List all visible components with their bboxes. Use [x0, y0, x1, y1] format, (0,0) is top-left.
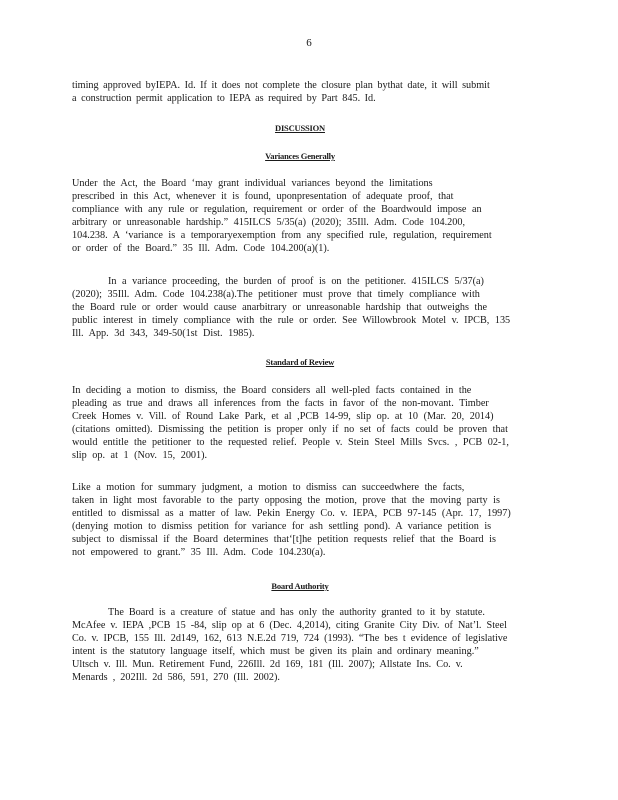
paragraph-line: slip op. at 1 (Nov. 15, 2001). — [72, 450, 208, 461]
paragraph-line: arbitrary or unreasonable hardship.” 415ILCS 5/35(a) (2020); 35Ill. Adm. Code 104.200, — [72, 217, 465, 228]
paragraph-line: Ill. App. 3d 343, 349-50(1st Dist. 1985). — [72, 328, 255, 339]
heading-board-authority-text: Board Authority — [271, 581, 329, 591]
paragraph-board-authority — [72, 606, 532, 684]
paragraph-line: Under the Act, the Board ‘may grant individual variances beyond the limitations — [72, 178, 433, 189]
heading-board-authority — [0, 581, 618, 591]
paragraph-line: pleading as true and draws all inferences from the facts in favor of the non-movant. Timber — [72, 398, 489, 409]
paragraph-line: Creek Homes v. Vill. of Round Lake Park, et al ,PCB 14-99, slip op. at 10 (Mar. 20, 2014) — [72, 411, 494, 422]
page-number: 6 — [306, 37, 312, 49]
paragraph-line: entitled to dismissal as a matter of law. Pekin Energy Co. v. IEPA, PCB 97-145 (Apr. 17, 1997) — [72, 508, 511, 519]
paragraph-line: Menards , 202Ill. 2d 586, 591, 270 (Ill. 2002). — [72, 672, 280, 683]
intro-line: a construction permit application to IEPA as required by Part 845. Id. — [72, 93, 376, 104]
paragraph-line: Co. v. IPCB, 155 Ill. 2d149, 162, 613 N.E.2d 719, 724 (1993). “The bes t evidence of legislative — [72, 633, 508, 644]
paragraph-line: compliance with any rule or regulation, requirement or order of the Boardwould impose an — [72, 204, 482, 215]
paragraph-burden-of-proof — [72, 275, 532, 340]
paragraph-line: (2020); 35Ill. Adm. Code 104.238(a).The petitioner must prove that timely compliance with — [72, 289, 480, 300]
paragraph-line: prescribed in this Act, whenever it is found, uponpresentation of adequate proof, that — [72, 191, 454, 202]
paragraph-line: Like a motion for summary judgment, a motion to dismiss can succeedwhere the facts, — [72, 482, 465, 493]
paragraph-motion-to-dismiss — [72, 384, 532, 462]
paragraph-line: not empowered to grant.” 35 Ill. Adm. Code 104.230(a). — [72, 547, 326, 558]
paragraph-line: In a variance proceeding, the burden of proof is on the petitioner. 415ILCS 5/37(a) — [108, 276, 484, 287]
paragraph-line: In deciding a motion to dismiss, the Board considers all well-pled facts contained in the — [72, 385, 472, 396]
paragraph-line: or order of the Board.” 35 Ill. Adm. Code 104.200(a)(1). — [72, 243, 330, 254]
paragraph-line: would entitle the petitioner to the requested relief. People v. Stein Steel Mills Svcs. , PCB 02-1, — [72, 437, 509, 448]
paragraph-line: public interest in timely compliance with the rule or order. See Willowbrook Motel v. IPCB, 135 — [72, 315, 511, 326]
heading-variances-generally — [0, 151, 618, 161]
paragraph-line: McAfee v. IEPA ,PCB 15 -84, slip op at 6 (Dec. 4,2014), citing Granite City Div. of Nat’l. Steel — [72, 620, 507, 631]
heading-variances-generally-text: Variances Generally — [265, 151, 335, 161]
paragraph-line: Ultsch v. Ill. Mun. Retirement Fund, 226Ill. 2d 169, 181 (Ill. 2007); Allstate Ins. Co. v. — [72, 659, 463, 670]
paragraph-line: The Board is a creature of statue and has only the authority granted to it by statute. — [108, 607, 485, 618]
paragraph-line: intent is the statutory language itself, which must be given its plain and ordinary meaning.” — [72, 646, 479, 657]
intro-line: timing approved byIEPA. Id. If it does not complete the closure plan bythat date, it will submit — [72, 80, 490, 91]
heading-discussion-text: DISCUSSION — [275, 123, 325, 133]
paragraph-variance-authority — [72, 177, 532, 255]
paragraph-line: taken in light most favorable to the party opposing the motion, prove that the moving party is — [72, 495, 500, 506]
intro-paragraph — [72, 79, 532, 105]
paragraph-summary-judgment — [72, 481, 532, 559]
paragraph-line: 104.238. A ‘variance is a temporaryexemption from any specified rule, regulation, requirement — [72, 230, 492, 241]
paragraph-line: subject to dismissal if the Board determines that‘[t]he petition requests relief that the Board is — [72, 534, 496, 545]
heading-discussion — [0, 123, 618, 133]
heading-standard-of-review-text: Standard of Review — [265, 357, 335, 367]
heading-standard-of-review — [0, 357, 618, 367]
paragraph-line: the Board rule or order would cause anarbitrary or unreasonable hardship that outweighs the — [72, 302, 487, 313]
paragraph-line: (denying motion to dismiss petition for variance for ash settling pond). A variance petition is — [72, 521, 492, 532]
paragraph-line: (citations omitted). Dismissing the petition is proper only if no set of facts could be proven that — [72, 424, 508, 435]
